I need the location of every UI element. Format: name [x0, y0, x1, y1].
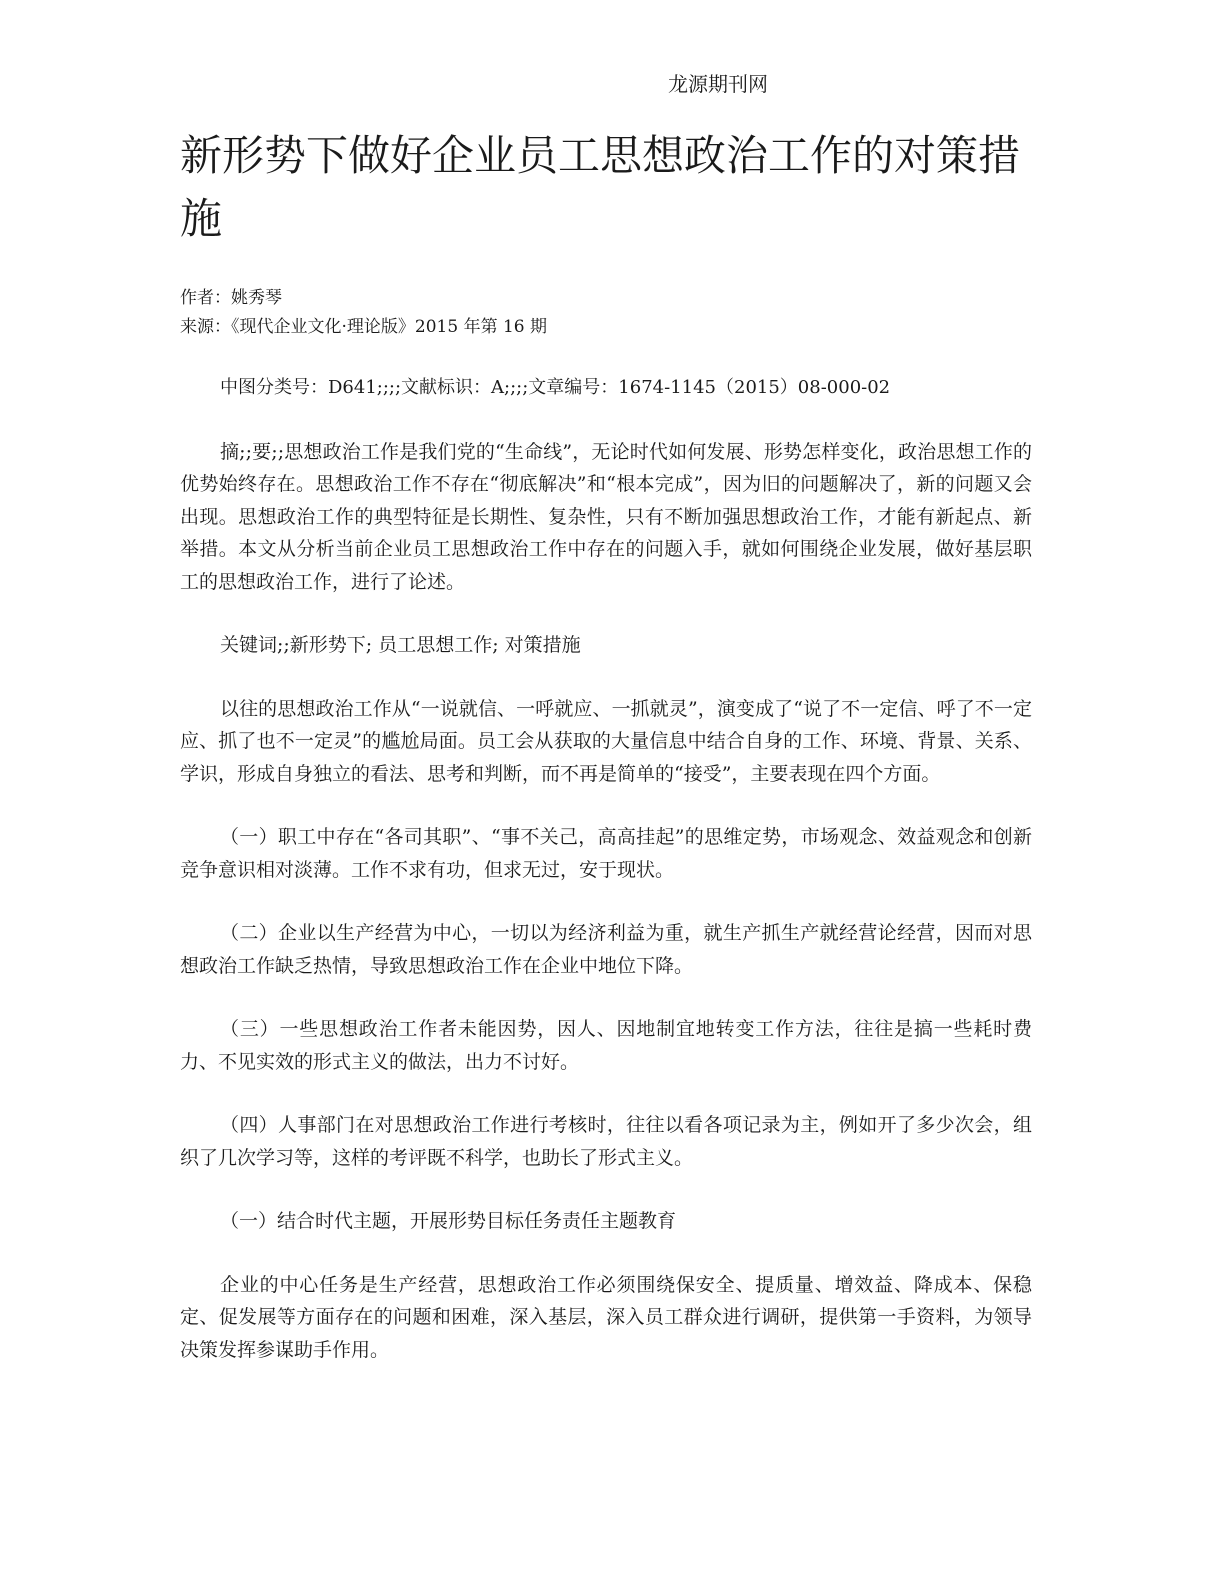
article-body: [180, 372, 1032, 1397]
body-paragraph: （三）一些思想政治工作者未能因势，因人、因地制宜地转变工作方法，往往是搞一些耗时费力、不见实效的形式主义的做法，出力不讨好。: [180, 1018, 1032, 1073]
body-paragraph: （二）企业以生产经营为中心，一切以为经济利益为重，就生产抓生产就经营论经营，因而对思想政治工作缺乏热情，导致思想政治工作在企业中地位下降。: [180, 922, 1032, 977]
body-paragraph: 企业的中心任务是生产经营，思想政治工作必须围绕保安全、提质量、增效益、降成本、保稳定、促发展等方面存在的问题和困难，深入基层，深入员工群众进行调研，提供第一手资料，为领导决策发挥参谋助手作用。: [180, 1273, 1032, 1361]
abstract-paragraph: 摘;;要;;思想政治工作是我们党的“生命线”，无论时代如何发展、形势怎样变化，政治思想工作的优势始终存在。思想政治工作不存在“彻底解决”和“根本完成”，因为旧的问题解决了，新的问题又会出现。思想政治工作的典型特征是长期性、复杂性，只有不断加强思想政治工作，才能有新起点、新举措。本文从分析当前企业员工思想政治工作中存在的问题入手，就如何围绕企业发展，做好基层职工的思想政治工作，进行了论述。: [180, 440, 1032, 593]
section-heading: （一）结合时代主题，开展形势目标任务责任主题教育: [220, 1210, 677, 1232]
site-header: 龙源期刊网: [668, 72, 768, 96]
body-paragraph: （一）职工中存在“各司其职”、“事不关己，高高挂起”的思维定势，市场观念、效益观念和创新竞争意识相对淡薄。工作不求有功，但求无过，安于现状。: [180, 826, 1032, 881]
classification-line: 中图分类号：D641;;;;文献标识：A;;;;文章编号：1674-1145（2015）08-000-02: [220, 377, 891, 398]
article-meta: [180, 284, 1040, 342]
keywords-paragraph: 关键词;;新形势下; 员工思想工作; 对策措施: [220, 634, 581, 656]
author-line: 作者：姚秀琴: [180, 288, 282, 308]
source-line: 来源：《现代企业文化·理论版》2015 年第 16 期: [180, 317, 548, 337]
article-title: 新形势下做好企业员工思想政治工作的对策措施: [180, 131, 1021, 243]
body-paragraph: 以往的思想政治工作从“一说就信、一呼就应、一抓就灵”，演变成了“说了不一定信、呼了不一定应、抓了也不一定灵”的尴尬局面。员工会从获取的大量信息中结合自身的工作、环境、背景、关系、学识，形成自身独立的看法、思考和判断，而不再是简单的“接受”，主要表现在四个方面。: [180, 697, 1032, 785]
body-paragraph: （四）人事部门在对思想政治工作进行考核时，往往以看各项记录为主，例如开了多少次会，组织了几次学习等，这样的考评既不科学，也助长了形式主义。: [180, 1114, 1032, 1169]
